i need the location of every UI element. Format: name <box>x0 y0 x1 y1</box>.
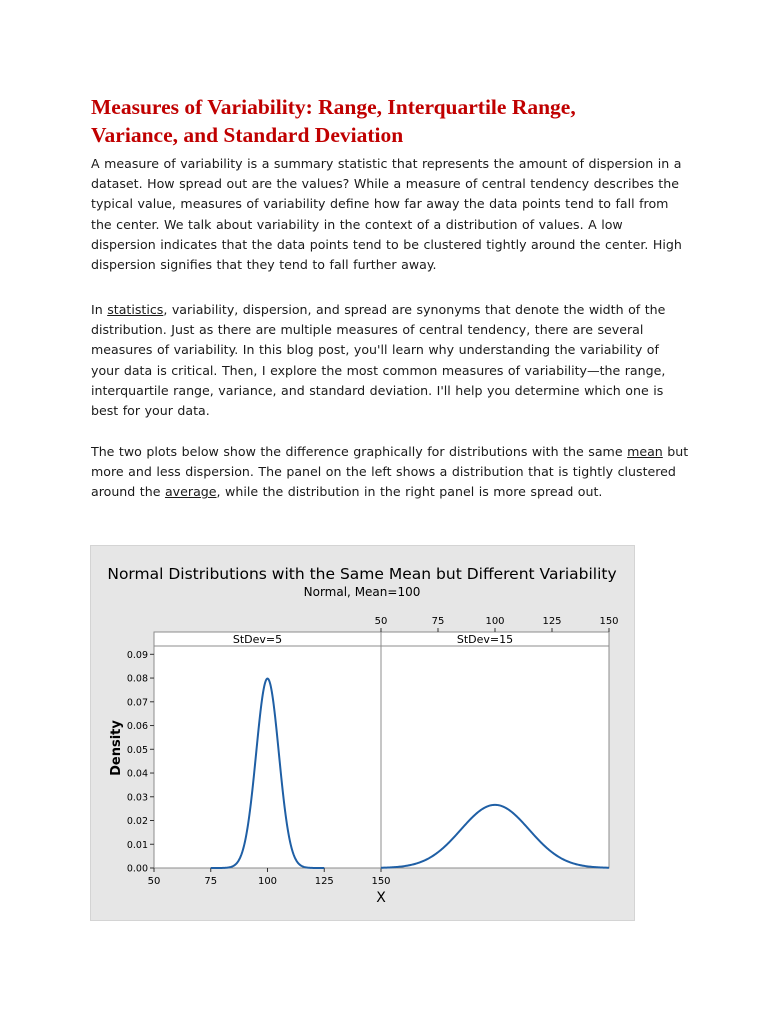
y-tick-label-0.00: 0.00 <box>126 863 148 875</box>
y-axis-label: Density <box>109 720 124 776</box>
distribution-figure <box>90 545 635 921</box>
x-tick-label-top-150: 150 <box>599 616 619 627</box>
chart-title: Normal Distributions with the Same Mean but Different Variability <box>107 565 617 583</box>
plots-paragraph <box>91 442 691 503</box>
y-tick-label-0.08: 0.08 <box>126 673 148 685</box>
x-tick-label-bottom-75: 75 <box>204 876 218 887</box>
y-tick-label-0.03: 0.03 <box>126 792 148 804</box>
chart-subtitle: Normal, Mean=100 <box>303 585 421 599</box>
average-link[interactable]: average <box>164 484 217 500</box>
y-tick-label-0.04: 0.04 <box>126 768 148 780</box>
p3-text-c: , while the distribution in the right panel is more spread out. <box>216 484 603 500</box>
intro-paragraph: A measure of variability is a summary statistic that represents the amount of dispersion in a dataset. How spread out are the values? While a measure of central tendency describes the typical value, measures of variability define how far away the data points tend to fall from the center. We talk about variability in the context of a distribution of values. A low dispersion indicates that the data points tend to be clustered tightly around the center. High dispersion signifies that they tend to fall further away. <box>91 156 682 273</box>
p3-text-a: The two plots below show the difference graphically for distributions with the same <box>91 444 628 459</box>
title-line-1: Measures of Variability: Range, Interquartile Range, <box>91 95 576 119</box>
y-tick-label-0.02: 0.02 <box>126 816 148 828</box>
x-tick-label-bottom-150: 150 <box>371 876 391 887</box>
statistics-link[interactable]: statistics <box>107 302 164 317</box>
y-tick-label-0.09: 0.09 <box>126 649 148 661</box>
plot-area <box>127 616 619 887</box>
y-tick-label-0.05: 0.05 <box>126 744 148 756</box>
distribution-chart <box>91 546 634 920</box>
x-tick-label-top-125: 125 <box>542 616 562 627</box>
p3-text-b: but more and less dispersion. The panel on the left shows a distribution that is tightly clustered around the <box>91 444 689 500</box>
p2-text-b: , variability, dispersion, and spread are synonyms that denote the width of the distribution. Just as there are multiple measures of central tendency, there are several measures of variability. In this blog post, you'll learn why understanding the variability of your data is critical. Then, I explore the most common measures of variability—the range, interquartile range, variance, and standard deviation. I'll help you determine which one is best for your data. <box>91 302 666 419</box>
x-axis-label: X <box>376 890 386 906</box>
y-tick-label-0.01: 0.01 <box>126 839 148 851</box>
article-title <box>91 93 711 149</box>
synonyms-paragraph <box>91 300 691 421</box>
panel-1-label: StDev=5 <box>232 633 283 646</box>
y-tick-label-0.07: 0.07 <box>126 697 148 709</box>
p2-text-a: In <box>91 302 108 317</box>
x-tick-label-bottom-100: 100 <box>257 876 278 887</box>
x-tick-label-top-50: 50 <box>374 616 388 627</box>
y-tick-label-0.06: 0.06 <box>126 721 148 733</box>
title-line-2: Variance, and Standard Deviation <box>91 123 404 147</box>
x-tick-label-top-75: 75 <box>431 616 445 627</box>
mean-link[interactable]: mean <box>627 444 663 459</box>
x-tick-label-bottom-50: 50 <box>147 876 161 887</box>
panel-1-frame <box>154 632 381 868</box>
x-tick-label-bottom-125: 125 <box>314 876 334 887</box>
panel-2-frame <box>381 632 609 868</box>
panel-2-label: StDev=15 <box>456 633 514 646</box>
x-tick-label-top-100: 100 <box>485 616 505 627</box>
